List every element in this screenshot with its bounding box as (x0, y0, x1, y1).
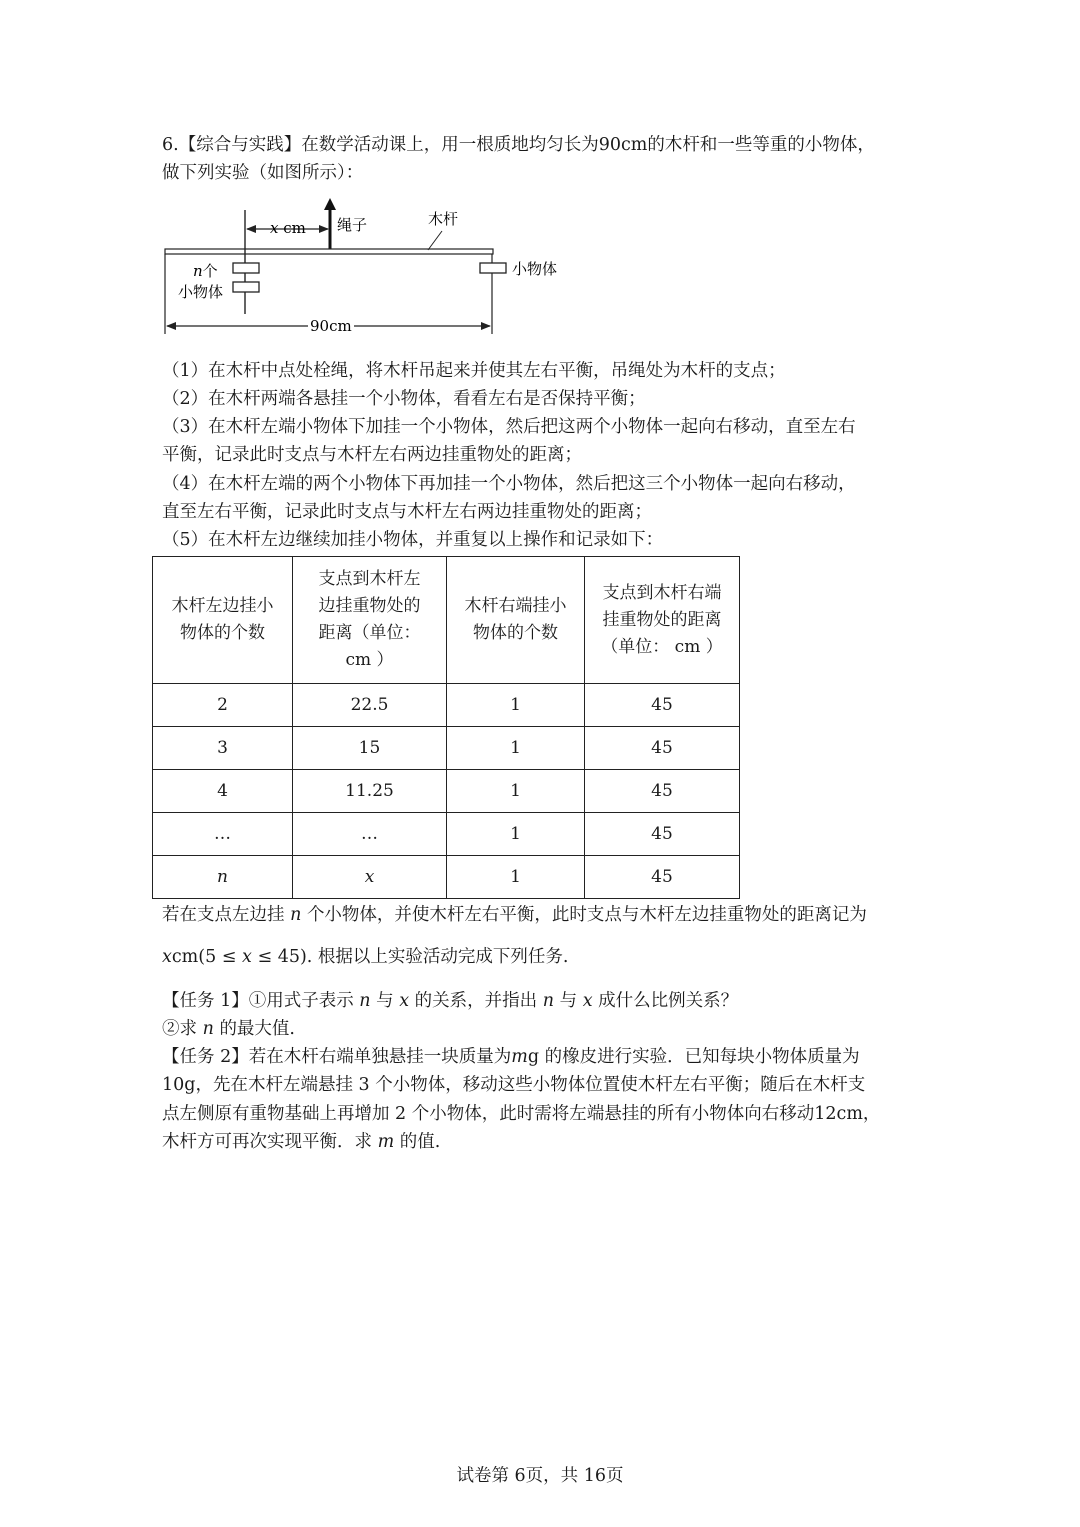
table-row (153, 770, 740, 813)
length-arrow-head-left (166, 322, 176, 330)
table-cell: 22.5 (293, 684, 447, 727)
header-right-distance: 支点到木杆右端 挂重物处的距离 （单位： cm ） (585, 557, 740, 684)
length-label: 90cm (310, 317, 352, 335)
question-line-1: 6.【综合与实践】在数学活动课上，用一根质地均匀长为90cm的木杆和一些等重的小物体， (162, 135, 875, 155)
left-count-label: n个 (193, 262, 218, 280)
question-line-2: 做下列实验（如图所示）： (162, 163, 364, 183)
step-4b: 直至左右平衡，记录此时支点与木杆左右两边挂重物处的距离； (162, 502, 652, 522)
step-3a: （3）在木杆左端小物体下加挂一个小物体，然后把这两个小物体一起向右移动，直至左右 (162, 417, 856, 437)
length-arrow-head-right (481, 322, 491, 330)
task-2-line-3: 点左侧原有重物基础上再增加 2 个小物体，此时需将左端悬挂的所有小物体向右移动12cm， (162, 1104, 881, 1124)
rod (165, 249, 493, 254)
task-1-line-2: ②求 n 的最大值. (162, 1019, 295, 1039)
table-cell: 11.25 (293, 770, 447, 813)
step-4a: （4）在木杆左端的两个小物体下再加挂一个小物体，然后把这三个小物体一起向右移动， (162, 474, 856, 494)
lever-diagram (160, 198, 580, 348)
right-object (480, 263, 506, 273)
table-cell: 1 (447, 727, 585, 770)
table-cell: … (153, 813, 293, 856)
x-dimension-label: x cm (270, 219, 306, 237)
task-2-line-1: 【任务 2】若在木杆右端单独悬挂一块质量为mg 的橡皮进行实验．已知每块小物体质量为 (162, 1047, 860, 1067)
table-row (153, 727, 740, 770)
table-cell: 1 (447, 770, 585, 813)
table-cell: 45 (585, 856, 740, 899)
page-footer: 试卷第 6页，共 16页 (456, 1466, 624, 1486)
x-arrow-head-left (246, 225, 256, 233)
table-cell: 3 (153, 727, 293, 770)
right-object-label: 小物体 (512, 260, 558, 278)
task-2-line-2: 10g，先在木杆左端悬挂 3 个小物体，移动这些小物体位置使木杆左右平衡；随后在木杆支 (162, 1075, 866, 1095)
left-object-1 (233, 263, 259, 273)
header-left-count: 木杆左边挂小 物体的个数 (153, 557, 293, 684)
step-5: （5）在木杆左边继续加挂小物体，并重复以上操作和记录如下： (162, 530, 664, 550)
header-right-count: 木杆右端挂小 物体的个数 (447, 557, 585, 684)
table-cell: 45 (585, 727, 740, 770)
table-cell: 45 (585, 684, 740, 727)
table-cell: 1 (447, 684, 585, 727)
left-objects-label: 小物体 (178, 283, 224, 301)
table-cell: 1 (447, 856, 585, 899)
table-cell: 1 (447, 813, 585, 856)
table-row (153, 813, 740, 856)
table-row (153, 856, 740, 899)
task-2-line-4: 木杆方可再次实现平衡．求 m 的值. (162, 1132, 441, 1152)
rod-label-pointer (428, 231, 442, 250)
table-cell: 2 (153, 684, 293, 727)
table-cell: x (293, 856, 447, 899)
left-object-2 (233, 282, 259, 292)
header-left-distance: 支点到木杆左 边挂重物处的 距离（单位： cm ） (293, 557, 447, 684)
step-3b: 平衡，记录此时支点与木杆左右两边挂重物处的距离； (162, 445, 582, 465)
table-cell: 4 (153, 770, 293, 813)
rope-label: 绳子 (337, 216, 368, 234)
table-cell: … (293, 813, 447, 856)
task-1-line-1: 【任务 1】①用式子表示 n 与 x 的关系，并指出 n 与 x 成什么比例关系？ (162, 991, 739, 1011)
experiment-table (152, 556, 740, 899)
step-2: （2）在木杆两端各悬挂一个小物体，看看左右是否保持平衡； (162, 389, 646, 409)
table-row (153, 684, 740, 727)
condition-line-1: 若在支点左边挂 n 个小物体，并使木杆左右平衡，此时支点与木杆左边挂重物处的距离记为 (162, 905, 867, 925)
condition-line-2: xcm(5 ≤ x ≤ 45). 根据以上实验活动完成下列任务. (162, 947, 569, 967)
table-header-row (153, 557, 740, 684)
table-cell: 45 (585, 770, 740, 813)
table-cell: n (153, 856, 293, 899)
x-arrow-head-right (319, 225, 329, 233)
rope-arrow-icon (324, 198, 336, 210)
table-cell: 45 (585, 813, 740, 856)
rod-label: 木杆 (428, 210, 459, 228)
table-cell: 15 (293, 727, 447, 770)
step-1: （1）在木杆中点处栓绳，将木杆吊起来并使其左右平衡，吊绳处为木杆的支点； (162, 361, 786, 381)
